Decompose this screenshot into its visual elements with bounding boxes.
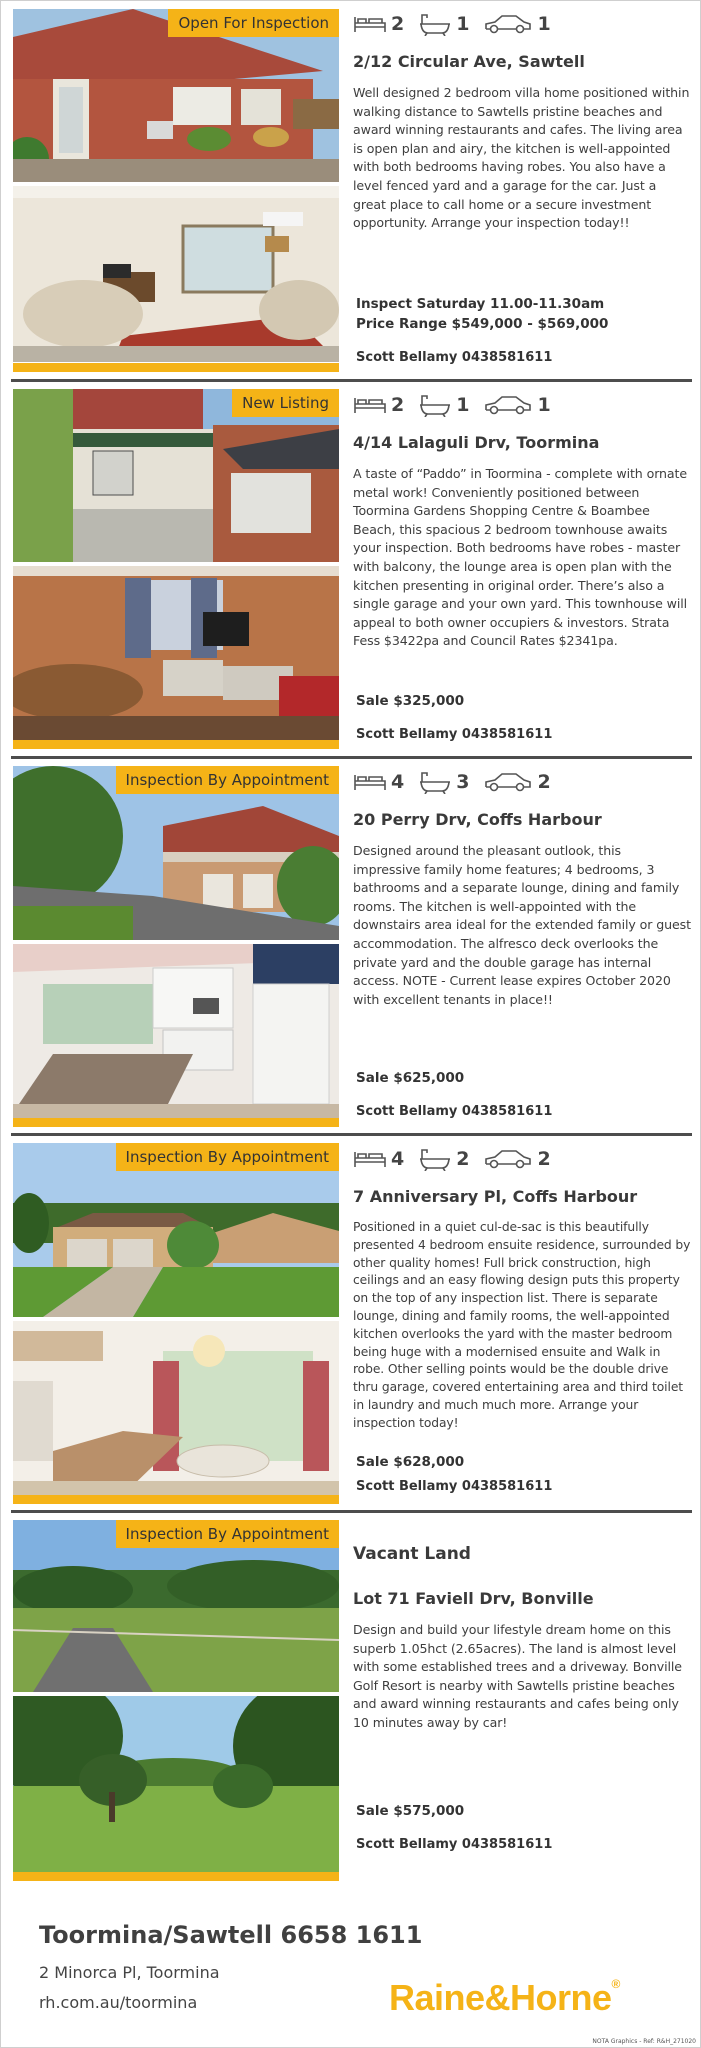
bed-icon: [353, 771, 387, 793]
bedroom-count: 2: [391, 394, 405, 416]
car-icon: [483, 771, 533, 793]
feature-icons: [353, 10, 691, 38]
property-description: A taste of “Paddo” in Toormina - complete with ornate metal work! Conveniently positioned between Toormina Gardens Shopping Centre & Boambee Beach, this spacious 2 bedroom townhouse awaits your inspection. Both bedrooms have robes - master with balcony, the lounge area is open plan with the kitchen presenting in original order. There’s also a single garage and your own yard. This townhouse will appeal to both owner occupiers & investors. Strata Fess $3422pa and Council Rates $2341pa.: [353, 466, 688, 649]
bathroom-count: 1: [456, 394, 470, 416]
property-price: Sale $625,000: [356, 1070, 465, 1086]
agent-contact: Scott Bellamy 0438581611: [356, 727, 553, 742]
listing-tag: New Listing: [232, 389, 339, 417]
listing-tag: Inspection By Appointment: [116, 1520, 339, 1548]
listing-tag: Open For Inspection: [168, 9, 339, 37]
car-spaces: [483, 771, 550, 793]
listing-info: [353, 10, 691, 370]
accent-strip: [13, 363, 339, 372]
bedrooms: [353, 13, 404, 35]
listing-circular-ave: [1, 1, 701, 382]
car-count: 2: [537, 1148, 551, 1170]
listing-perry-drv: [1, 759, 701, 1136]
bedrooms: [353, 1148, 404, 1170]
property-address: Lot 71 Faviell Drv, Bonville: [353, 1589, 594, 1608]
property-type: Vacant Land: [353, 1544, 471, 1564]
car-spaces: [483, 1148, 550, 1170]
property-description: Design and build your lifestyle dream home on this superb 1.05hct (2.65acres). The land is almost level with some established trees and a driveway. Bonville Golf Resort is nearby with Sawtells pristine beaches and award winning restaurants and cafes being only 10 minutes away by car!: [353, 1622, 682, 1730]
property-address: 20 Perry Drv, Coffs Harbour: [353, 810, 602, 829]
listing-tag: Inspection By Appointment: [116, 766, 339, 794]
bedrooms: [353, 771, 404, 793]
bathroom-count: 2: [456, 1148, 470, 1170]
print-credit: NOTA Graphics - Ref: R&H_271020: [592, 2038, 696, 2045]
listing-lalaguli-drv: [1, 382, 701, 759]
land-photo-golf-course[interactable]: [13, 1696, 339, 1872]
raine-horne-logo: [389, 1977, 620, 2019]
feature-icons: [353, 1145, 691, 1173]
office-address: 2 Minorca Pl, Toormina: [39, 1963, 220, 1982]
listing-photos: [13, 1143, 339, 1503]
accent-strip: [13, 740, 339, 749]
bed-icon: [353, 1148, 387, 1170]
interior-photo[interactable]: [13, 566, 339, 740]
bathrooms: [418, 1147, 469, 1171]
listing-photos: [13, 766, 339, 1126]
bathroom-count: 3: [456, 771, 470, 793]
agent-contact: Scott Bellamy 0438581611: [356, 1479, 553, 1494]
accent-strip: [13, 1495, 339, 1504]
brand-wordmark: Raine&Horne: [389, 1977, 612, 2018]
interior-photo[interactable]: [13, 186, 339, 362]
listing-info: [353, 1543, 691, 1873]
accent-strip: [13, 1872, 339, 1881]
property-address: 2/12 Circular Ave, Sawtell: [353, 52, 585, 71]
listing-photos: [13, 9, 339, 371]
property-description: Designed around the pleasant outlook, this impressive family home features; 4 bedrooms, 3 bathrooms and a separate lounge, dining and family rooms. The kitchen is well-appointed with the downstairs area ideal for the extended family or guest accommodation. The alfresco deck overlooks the private yard and the double garage has internal access. NOTE - Current lease expires October 2020 with excellent tenants in place!!: [353, 843, 691, 1007]
listing-info: [353, 391, 691, 751]
bathroom-count: 1: [456, 13, 470, 35]
bedrooms: [353, 394, 404, 416]
bath-icon: [418, 12, 452, 36]
car-spaces: [483, 13, 550, 35]
inspection-time: Inspect Saturday 11.00-11.30am: [356, 296, 605, 312]
listing-photos: [13, 1520, 339, 1880]
property-price: Sale $575,000: [356, 1803, 465, 1819]
listing-info: [353, 1145, 691, 1505]
property-price: Sale $325,000: [356, 693, 465, 709]
listing-faviell-drv: [1, 1513, 701, 1881]
bedroom-count: 2: [391, 13, 405, 35]
car-count: 1: [537, 394, 551, 416]
bed-icon: [353, 394, 387, 416]
property-description: Positioned in a quiet cul-de-sac is this beautifully presented 4 bedroom ensuite residence, surrounded by other quality homes! Full brick construction, high ceilings and an easy flowing design puts this property on the top of any inspection list. There is separate lounge, dining and family rooms, the well-appointed kitchen overlooks the yard with the master bedroom being huge with a modernised ensuite and Walk in robe. Other selling points would be the double drive thru garage, covered entertaining area and third toilet in laundry and much much more. Arrange your inspection today!: [353, 1220, 691, 1430]
car-icon: [483, 13, 533, 35]
listing-info: [353, 768, 691, 1128]
property-price: Price Range $549,000 - $569,000: [356, 316, 609, 332]
bedroom-count: 4: [391, 771, 405, 793]
feature-icons: [353, 391, 691, 419]
listing-tag: Inspection By Appointment: [116, 1143, 339, 1171]
interior-photo[interactable]: [13, 1321, 339, 1495]
property-address: 4/14 Lalaguli Drv, Toormina: [353, 433, 600, 452]
listing-anniversary-pl: [1, 1136, 701, 1513]
agent-contact: Scott Bellamy 0438581611: [356, 1104, 553, 1119]
office-name-phone: Toormina/Sawtell 6658 1611: [39, 1921, 423, 1949]
agency-footer: [1, 1881, 701, 2048]
car-icon: [483, 394, 533, 416]
bath-icon: [418, 393, 452, 417]
agent-contact: Scott Bellamy 0438581611: [356, 350, 553, 365]
property-description: Well designed 2 bedroom villa home positioned within walking distance to Sawtells pristine beaches and award winning restaurants and cafes. The living area is open plan and airy, the kitchen is well-appointed with both bedrooms having robes. You also have a level fenced yard and a garage for the car. Just a great place to call home or a secure investment opportunity. Arrange your inspection today!!: [353, 85, 690, 231]
bath-icon: [418, 1147, 452, 1171]
agent-contact: Scott Bellamy 0438581611: [356, 1837, 553, 1852]
feature-icons: [353, 768, 691, 796]
property-price: Sale $628,000: [356, 1454, 465, 1470]
car-count: 2: [537, 771, 551, 793]
interior-photo[interactable]: [13, 944, 339, 1118]
car-count: 1: [537, 13, 551, 35]
office-website[interactable]: rh.com.au/toormina: [39, 1993, 198, 2012]
bathrooms: [418, 770, 469, 794]
bathrooms: [418, 393, 469, 417]
property-address: 7 Anniversary Pl, Coffs Harbour: [353, 1187, 638, 1206]
bedroom-count: 4: [391, 1148, 405, 1170]
bathrooms: [418, 12, 469, 36]
car-icon: [483, 1148, 533, 1170]
registered-mark: ®: [611, 1977, 620, 1991]
listing-photos: [13, 389, 339, 749]
bath-icon: [418, 770, 452, 794]
car-spaces: [483, 394, 550, 416]
bed-icon: [353, 13, 387, 35]
accent-strip: [13, 1118, 339, 1127]
